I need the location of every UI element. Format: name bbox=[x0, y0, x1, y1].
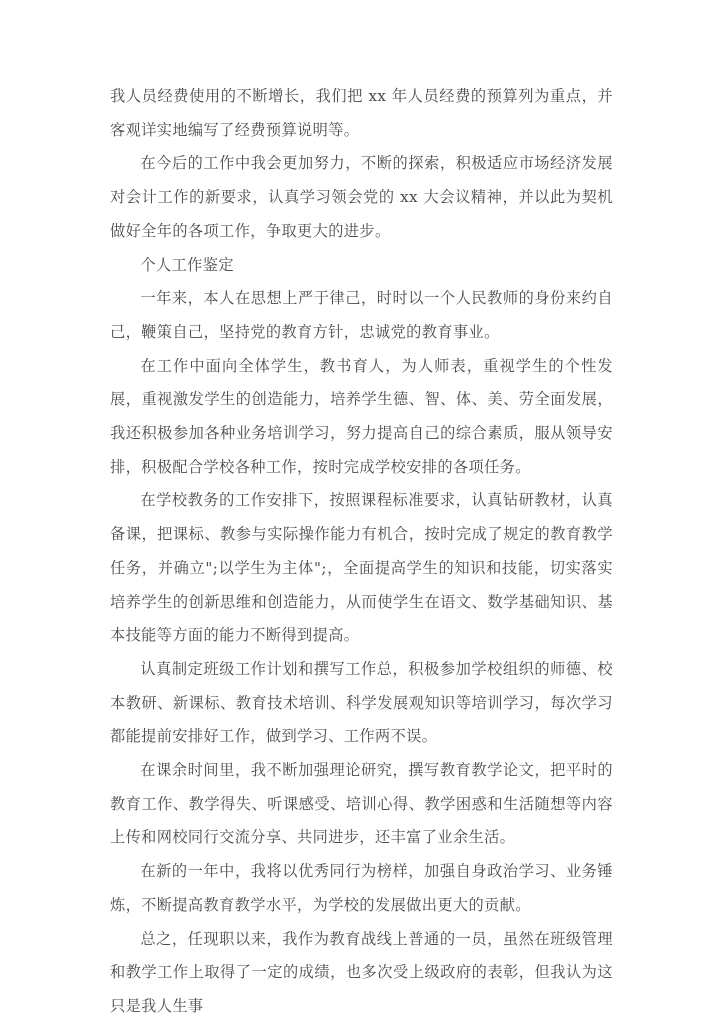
section-heading-personal-work-appraisal: 个人工作鉴定 bbox=[140, 255, 234, 274]
paragraph-9: 在新的一年中，我将以优秀同行为榜样，加强自身政治学习、业务锤炼，不断提高教育教学水平，为学校的发展做出更大的贡献。 bbox=[110, 862, 613, 914]
paragraph-2: 在今后的工作中我会更加努力，不断的探索，积极适应市场经济发展对会计工作的新要求，认真学习领会党的 xx 大会议精神，并以此为契机做好全年的各项工作，争取更大的进步。 bbox=[110, 154, 613, 240]
paragraph-4: 一年来，本人在思想上严于律己，时时以一个人民教师的身份来约自己，鞭策自己，坚持党的教育方针，忠诚党的教育事业。 bbox=[110, 289, 613, 341]
paragraph-8: 在课余时间里，我不断加强理论研究，撰写教育教学论文，把平时的教育工作、教学得失、听课感受、培训心得、教学困惑和生活随想等内容上传和网校同行交流分享、共同进步，还丰富了业余生活。 bbox=[110, 761, 613, 847]
paragraph-5: 在工作中面向全体学生，教书育人，为人师表，重视学生的个性发展，重视激发学生的创造能力，培养学生德、智、体、美、劳全面发展，我还积极参加各种业务培训学习，努力提高自己的综合素质，服从领导安排，积极配合学校各种工作，按时完成学校安排的各项任务。 bbox=[110, 356, 613, 476]
paragraph-10: 总之，任现职以来，我作为教育战线上普通的一员，虽然在班级管理和教学工作上取得了一定的成绩，也多次受上级政府的表彰，但我认为这只是我人生事 bbox=[110, 929, 613, 1015]
paragraph-7: 认真制定班级工作计划和撰写工作总，积极参加学校组织的师德、校本教研、新课标、教育技术培训、科学发展观知识等培训学习，每次学习都能提前安排好工作，做到学习、工作两不误。 bbox=[110, 659, 613, 746]
paragraph-6: 在学校教务的工作安排下，按照课程标准要求，认真钻研教材，认真备课，把课标、教参与实际操作能力有机合，按时完成了规定的教育教学任务，并确立";以学生为主体";，全面提高学生的知识和技能，切实落实培养学生的创新思维和创造能力，从而使学生在语文、数学基础知识、基本技能等方面的能力不断得到提高。 bbox=[110, 491, 613, 645]
document-text-block bbox=[110, 80, 613, 1024]
paragraph-1: 我人员经费使用的不断增长，我们把 xx 年人员经费的预算列为重点，并客观详实地编写了经费预算说明等。 bbox=[110, 87, 613, 139]
